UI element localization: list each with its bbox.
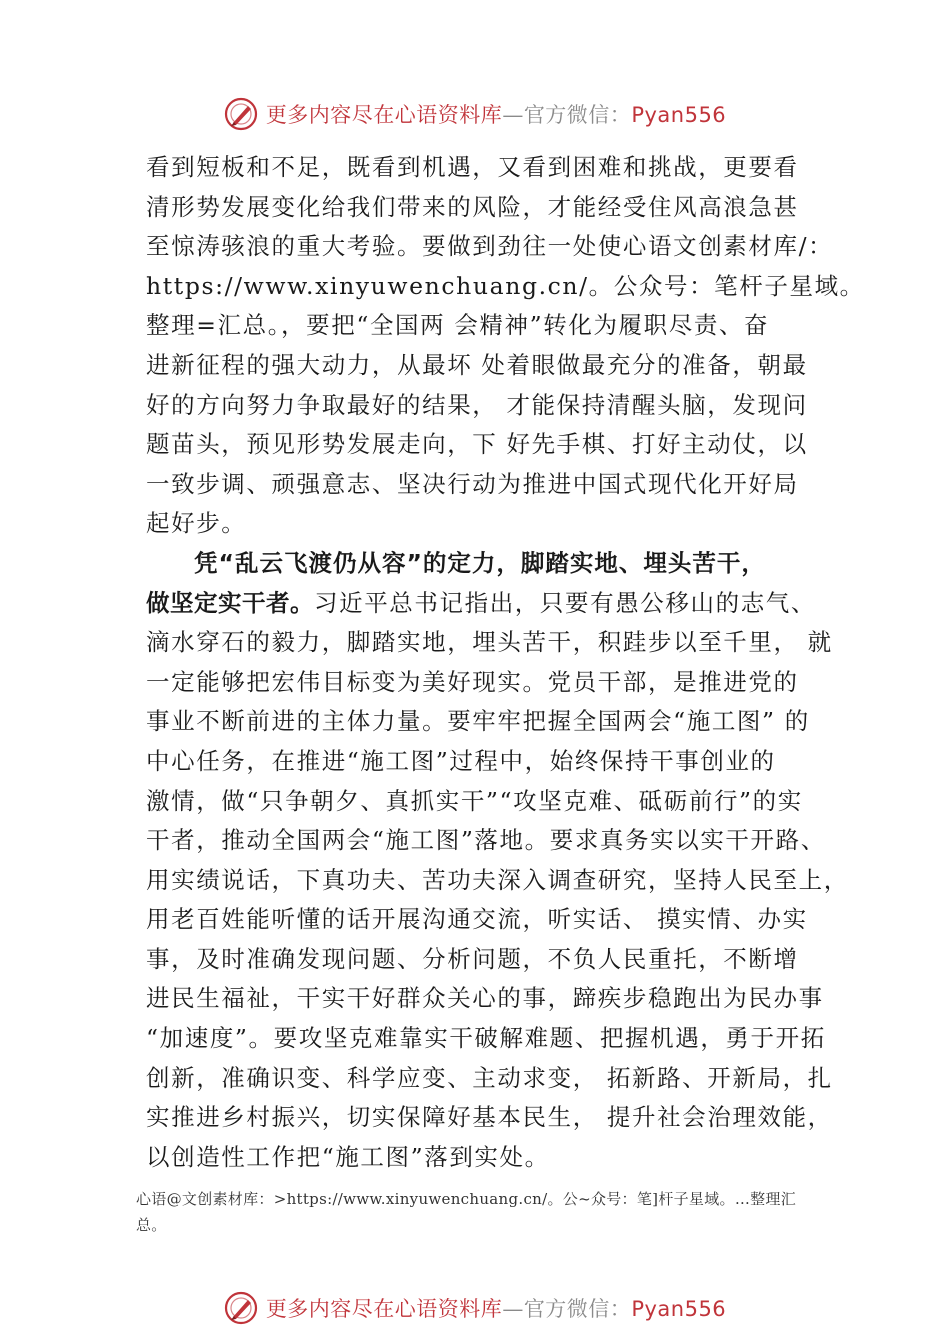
text-line: 清形势发展变化给我们带来的风险，才能经受住风高浪急甚 (146, 192, 799, 221)
text-line: 滴水穿石的毅力，脚踏实地，埋头苦干，积跬步以至千里， 就 (146, 628, 833, 657)
header-banner (0, 94, 950, 134)
text-line: 好的方向努力争取最好的结果， 才能保持清醒头脑，发现问 (146, 390, 808, 419)
banner-wechat-id: Pyan556 (631, 1297, 727, 1321)
text-line: 用老百姓能听懂的话开展沟通交流，听实话、 摸实情、办实 (146, 905, 808, 934)
banner-main-text: 更多内容尽在心语资料库 (265, 1297, 503, 1321)
text-line: 激情，做“只争朝夕、真抓实干”“攻坚克难、砥砺前行”的实 (146, 786, 803, 815)
document-body (146, 148, 865, 1177)
text-line: https://www.xinyuwenchuang.cn/。公众号：笔杆子星域。 (146, 271, 865, 300)
banner-wechat-id: Pyan556 (631, 103, 727, 127)
text-line: 看到短板和不足，既看到机遇，又看到困难和挑战，更要看 (146, 153, 799, 181)
text-span: 习近平总书记指出，只要有愚公移山的志气、 (314, 588, 816, 617)
banner-sub-text: —官方微信： (502, 103, 632, 127)
banner-sub-text: —官方微信： (502, 1297, 632, 1321)
text-line (146, 584, 836, 624)
text-line: 一致步调、顽强意志、坚决行动为推进中国式现代化开好局 (146, 469, 799, 498)
text-line: 以创造性工作把“施工图”落到实处。 (146, 1142, 550, 1171)
footer-line: 总。 (136, 1216, 167, 1234)
text-line: 起好步。 (146, 509, 247, 538)
footer-note (136, 1186, 856, 1238)
banner-main-text: 更多内容尽在心语资料库 (265, 103, 503, 127)
pen-logo-icon (224, 1291, 258, 1325)
footer-line: 心语@文创素材库：>https://www.xinyuwenchuang.cn/。公~众号：笔]杆子星域。…整理汇 (136, 1190, 797, 1208)
text-line: “加速度”。要攻坚克难靠实干破解难题、把握机遇，勇于开拓 (146, 1024, 826, 1053)
text-line: 事业不断前进的主体力量。要牢牢把握全国两会“施工图” 的 (146, 707, 810, 736)
text-line: 进新征程的强大动力，从最坏 处着眼做最充分的准备，朝最 (146, 350, 808, 379)
text-line: 进民生福祉，干实干好群众关心的事，蹄疾步稳跑出为民办事 (146, 984, 824, 1013)
section-heading: 凭“乱云飞渡仍从容”的定力，脚踏实地、埋头苦干， (194, 548, 766, 577)
paragraph-1 (146, 148, 865, 544)
text-line: 题苗头，预见形势发展走向，下 好先手棋、打好主动仗，以 (146, 430, 808, 459)
text-line: 中心任务，在推进“施工图”过程中，始终保持干事创业的 (146, 746, 776, 775)
text-line: 用实绩说话，下真功夫、苦功夫深入调查研究，坚持人民至上， (146, 865, 849, 894)
text-line: 创新，准确识变、科学应变、主动求变， 拓新路、开新局，扎 (146, 1063, 833, 1092)
footer-banner (0, 1288, 950, 1328)
text-line: 事，及时准确发现问题、分析问题，不负人民重托，不断增 (146, 944, 799, 973)
text-line: 至惊涛骇浪的重大考验。要做到劲往一处使心语文创素材库/： (146, 232, 834, 261)
text-line: 整理=汇总。，要把“全国两 会精神”转化为履职尽责、奋 (146, 311, 770, 340)
paragraph-2 (146, 544, 849, 1178)
text-line: 干者，推动全国两会“施工图”落地。要求真务实以实干开路、 (146, 826, 826, 855)
banner-text (266, 1293, 726, 1323)
section-heading-end: 做坚定实干者。 (146, 588, 314, 617)
pen-logo-icon (224, 97, 258, 131)
banner-text (266, 99, 726, 129)
text-line: 实推进乡村振兴，切实保障好基本民生， 提升社会治理效能， (146, 1103, 833, 1132)
text-line: 一定能够把宏伟目标变为美好现实。党员干部，是推进党的 (146, 667, 799, 696)
